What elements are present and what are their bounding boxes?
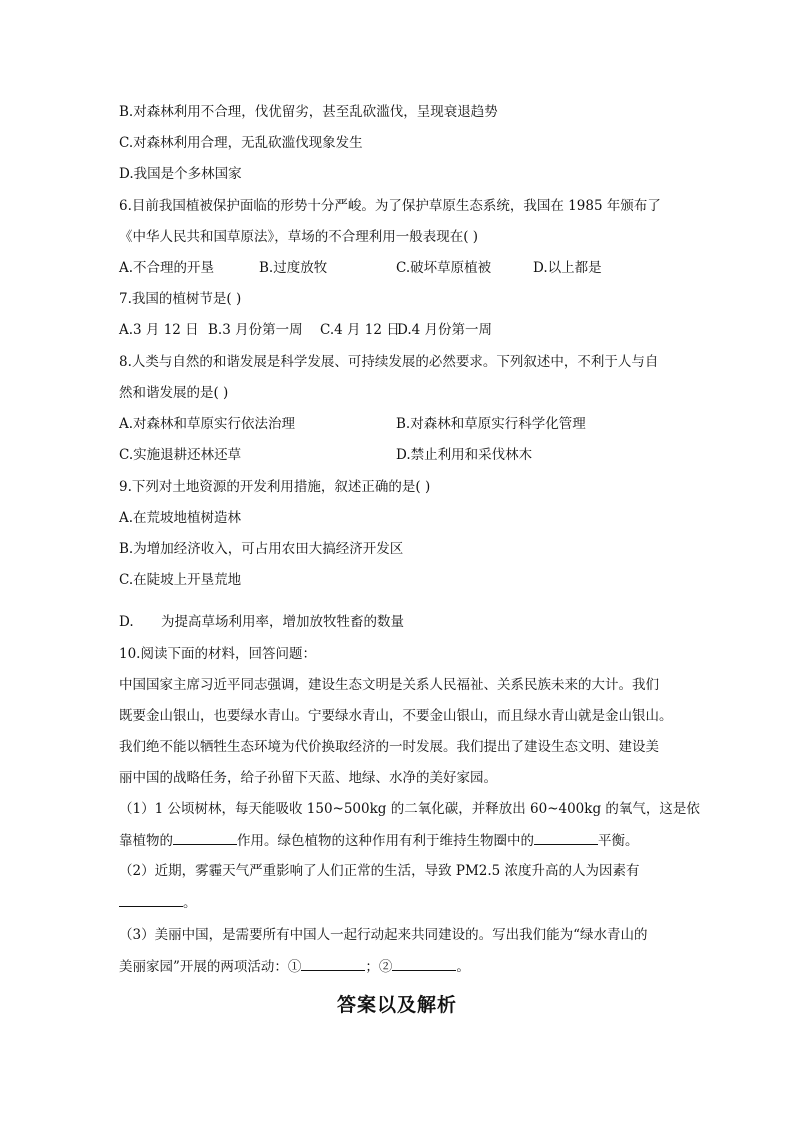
material-line1: 中国国家主席习近平同志强调，建设生态文明是关系人民福祉、关系民族未来的大计。我们 [119, 677, 659, 693]
sub1-line2 [119, 831, 639, 850]
q6-stem-line2: 《中华人民共和国草原法》，草场的不合理利用一般表现在( ) [119, 229, 479, 245]
sub3-text-c: 。 [456, 959, 470, 975]
q8-option-c: C.实施退耕还林还草 [119, 447, 242, 463]
answer-blank [534, 831, 598, 845]
q7-option-c: C.4 月 12 日 [320, 322, 400, 338]
q9-stem: 9.下列对土地资源的开发利用措施，叙述正确的是( ) [119, 479, 431, 495]
q5-option-b: B.对森林利用不合理，伐优留劣，甚至乱砍滥伐，呈现衰退趋势 [119, 104, 498, 120]
q9-option-c: C.在陡坡上开垦荒地 [119, 572, 242, 588]
q8-options-row1 [119, 415, 719, 433]
q9-option-d-label: D. [119, 614, 134, 630]
sub1-text-b: 作用。绿色植物的这种作用有利于维持生物圈中的 [237, 833, 534, 849]
q8-option-a: A.对森林和草原实行依法治理 [119, 416, 296, 432]
q6-options [119, 259, 719, 277]
q6-option-b: B.过度放牧 [259, 260, 328, 276]
q7-option-a: A.3 月 12 日 [119, 322, 199, 338]
sub1-text-a: 靠植物的 [119, 833, 173, 849]
q8-stem-line2: 然和谐发展的是( ) [119, 385, 229, 401]
sub2-line2 [119, 893, 197, 912]
q5-option-d: D.我国是个多林国家 [119, 166, 242, 182]
answer-blank [301, 957, 365, 971]
q9-option-b: B.为增加经济收入，可占用农田大搞经济开发区 [119, 541, 404, 557]
q7-option-b: B.3 月份第一周 [208, 322, 303, 338]
q8-option-d: D.禁止利用和采伐林木 [396, 447, 533, 463]
sub3-line2 [119, 957, 470, 976]
q8-stem-line1: 8.人类与自然的和谐发展是科学发展、可持续发展的必然要求。下列叙述中，不利于人与自 [119, 354, 659, 370]
answer-blank [392, 957, 456, 971]
sub3-text-b: ；② [365, 959, 393, 975]
answer-blank [119, 893, 183, 907]
q7-stem: 7.我国的植树节是( ) [119, 291, 242, 307]
q6-option-c: C.破坏草原植被 [396, 260, 492, 276]
sub3-text-a: 美丽家园”开展的两项活动：① [119, 959, 302, 975]
q10-stem: 10.阅读下面的材料，回答问题： [119, 646, 316, 662]
q7-option-d: D.4 月份第一周 [397, 322, 493, 338]
q6-option-a: A.不合理的开垦 [119, 260, 215, 276]
sub2-period: 。 [183, 895, 197, 911]
q8-options-row2 [119, 446, 719, 464]
sub1-text-c: 平衡。 [598, 833, 639, 849]
q6-stem-line1: 6.目前我国植被保护面临的形势十分严峻。为了保护草原生态系统，我国在 1985 年颁布了 [119, 198, 661, 214]
sub2-line1: （2）近期，雾霾天气严重影响了人们正常的生活，导致 PM2.5 浓度升高的人为因素有 [119, 863, 640, 879]
q9-option-d [119, 613, 404, 631]
material-line2: 既要金山银山，也要绿水青山。宁要绿水青山，不要金山银山，而且绿水青山就是金山银山。 [119, 708, 673, 724]
q9-option-a: A.在荒坡地植树造林 [119, 510, 242, 526]
sub1-line1: （1）1 公顷树林，每天能吸收 150~500kg 的二氧化碳，并释放出 60~400kg 的氧气，这是依 [119, 801, 700, 817]
sub3-line1: （3）美丽中国，是需要所有中国人一起行动起来共同建设的。写出我们能为“绿水青山的 [119, 927, 648, 943]
material-line3: 我们绝不能以牺牲生态环境为代价换取经济的一时发展。我们提出了建设生态文明、建设美 [119, 739, 659, 755]
answers-heading: 答案以及解析 [336, 994, 457, 1016]
answer-blank [173, 831, 237, 845]
q5-option-c: C.对森林利用合理，无乱砍滥伐现象发生 [119, 135, 363, 151]
q6-option-d: D.以上都是 [533, 260, 602, 276]
material-line4: 丽中国的战略任务，给子孙留下天蓝、地绿、水净的美好家园。 [119, 770, 497, 786]
q7-options [119, 321, 719, 339]
q8-option-b: B.对森林和草原实行科学化管理 [396, 416, 586, 432]
q9-option-d-text: 为提高草场利用率，增加放牧牲畜的数量 [161, 614, 404, 630]
